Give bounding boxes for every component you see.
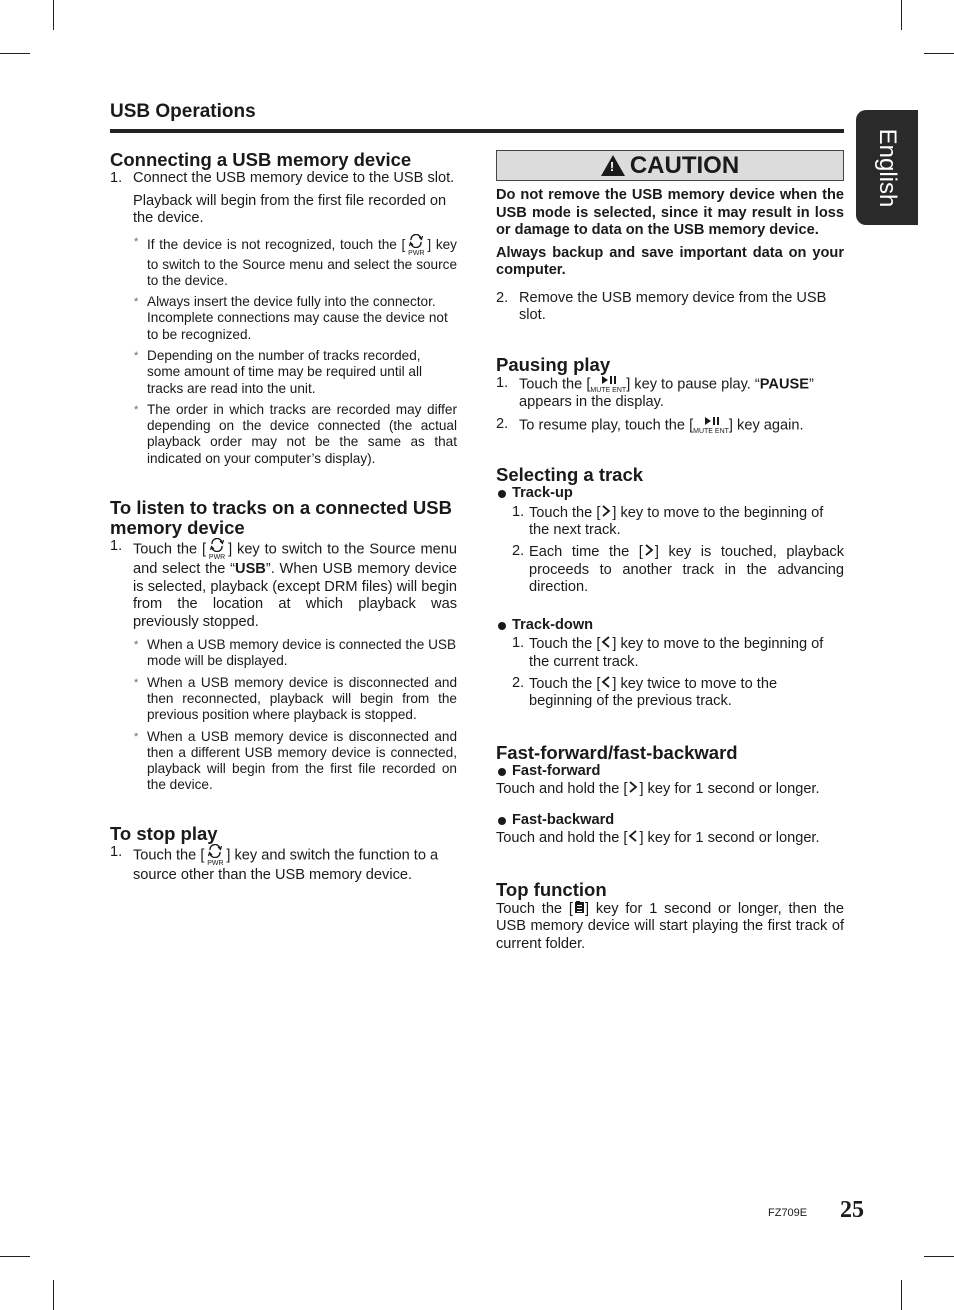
bullet-icon	[498, 817, 506, 825]
bullet-icon	[498, 768, 506, 776]
right-column	[496, 150, 844, 953]
step-text-b: ] key and switch the function to a source other than the USB memory device.	[133, 847, 439, 883]
caution-text-2: Always backup and save important data on your computer.	[496, 244, 844, 278]
step-number: 1.	[110, 170, 123, 186]
text-a: Touch and hold the [	[496, 830, 628, 847]
listen-note-1	[110, 637, 457, 670]
source-pwr-key-icon	[204, 844, 226, 867]
play-pause-key-icon	[590, 375, 626, 394]
track-up-step-1	[496, 504, 844, 540]
next-key-icon	[643, 543, 655, 561]
left-column	[110, 148, 457, 884]
bullet-text: Fast-backward	[512, 811, 615, 828]
top-function-text	[496, 900, 844, 953]
mute-ent-label: MUTE ENT	[590, 386, 627, 394]
stop-step-1	[110, 844, 457, 885]
bullet-icon	[498, 490, 506, 498]
step-text-a: To resume play, touch the [	[519, 417, 694, 434]
bullet-text: Track-down	[512, 616, 594, 633]
bullet-icon	[498, 622, 506, 630]
asterisk-icon: *	[134, 639, 139, 652]
step-text: Connect the USB memory device to the USB slot.	[133, 170, 455, 186]
step-number: 2.	[512, 675, 525, 692]
listen-note-3	[110, 729, 457, 794]
fast-backward-label	[496, 812, 844, 830]
listen-heading: To listen to tracks on a connected USB memory device	[110, 497, 452, 539]
step-text-a: Touch the [	[519, 375, 591, 392]
step-text-a: Touch the [	[529, 504, 601, 521]
listen-step-1	[110, 538, 457, 631]
note-text: When a USB memory device is connected the USB mode will be displayed.	[147, 637, 457, 669]
pwr-label: PWR	[207, 859, 224, 867]
fast-forward-text	[496, 780, 844, 798]
page-number: 25	[840, 1197, 864, 1223]
step-text-a: Touch the [	[529, 675, 601, 692]
step-number: 1.	[512, 635, 525, 652]
step-text-a: Touch the [	[133, 847, 205, 864]
step-text-b: ] key to move to the beginning of the current track.	[529, 636, 824, 670]
asterisk-icon: *	[134, 403, 139, 416]
pausing-step-1	[496, 375, 844, 412]
ff-heading: Fast-forward/fast-backward	[496, 741, 738, 763]
model-number: FZ709E	[768, 1207, 808, 1219]
crop-mark	[901, 1280, 902, 1310]
folder-list-key-icon	[573, 900, 585, 918]
pwr-label: PWR	[208, 554, 226, 562]
connecting-step-1-continued: Playback will begin from the first file recorded on the device.	[133, 192, 447, 226]
step-number: 2.	[496, 289, 509, 306]
page-header	[110, 101, 844, 123]
note-text-a: If the device is not recognized, touch the [	[147, 236, 406, 252]
step-text-a: Touch the [	[133, 541, 207, 558]
mute-ent-label: MUTE ENT	[693, 428, 729, 435]
step-text-b: ] key to move to the beginning of the next track.	[529, 504, 824, 538]
connecting-heading: Connecting a USB memory device	[110, 149, 412, 170]
track-down-step-1	[496, 635, 844, 671]
listen-note-2	[110, 675, 457, 724]
caution-step-2	[496, 290, 844, 325]
section-title: USB Operations	[110, 101, 256, 122]
crop-mark	[924, 1256, 954, 1257]
step-text-c: ” appears in the display.	[519, 375, 814, 410]
source-pwr-key-icon	[206, 538, 228, 561]
note-text: When a USB memory device is disconnected and then a different USB memory device is connected, playback will begin from the first file recorded on the device.	[147, 728, 457, 793]
crop-mark	[924, 53, 954, 54]
step-text-b: ] key twice to move to the beginning of the previous track.	[529, 675, 778, 710]
asterisk-icon: *	[134, 235, 139, 248]
text-a: Touch and hold the [	[496, 781, 628, 798]
stop-heading: To stop play	[110, 822, 218, 844]
pwr-label: PWR	[408, 249, 425, 257]
language-label: English	[874, 128, 901, 207]
step-number: 1.	[110, 843, 123, 860]
connecting-note-1	[110, 234, 457, 290]
step-text-b: ] key to switch to the Source menu and select the “	[133, 541, 457, 578]
selecting-heading: Selecting a track	[496, 464, 644, 485]
asterisk-icon: *	[134, 296, 139, 309]
connecting-step-1	[110, 170, 457, 188]
step-number: 2.	[496, 416, 509, 432]
header-rule	[110, 129, 844, 133]
usb-source-name: USB	[235, 561, 266, 578]
language-tab	[856, 110, 918, 225]
prev-key-icon	[600, 675, 612, 693]
step-text-a: Each time the [	[529, 544, 643, 561]
step-number: 1.	[496, 374, 509, 391]
connecting-note-3	[110, 348, 457, 397]
note-text: Depending on the number of tracks recorded, some amount of time may be required until all tracks are read into the unit.	[147, 347, 423, 396]
pausing-step-2	[496, 416, 844, 435]
next-key-icon	[600, 504, 612, 522]
asterisk-icon: *	[134, 730, 139, 743]
crop-mark	[53, 0, 54, 30]
note-text: Always insert the device fully into the connector. Incomplete connections may cause the device not to be recognized.	[147, 294, 448, 342]
source-pwr-key-icon	[405, 234, 427, 257]
step-text: Remove the USB memory device from the USB slot.	[519, 289, 827, 323]
top-function-heading: Top function	[496, 878, 607, 900]
caution-label: CAUTION	[629, 152, 740, 179]
connecting-note-2	[110, 294, 457, 343]
track-up-step-2	[496, 543, 844, 596]
step-text-b: ] key again.	[728, 417, 804, 434]
crop-mark	[53, 1280, 54, 1310]
fast-forward-label	[496, 763, 844, 781]
caution-text-1: Do not remove the USB memory device when the USB mode is selected, since it may result in loss or damage to data on the USB memory device.	[496, 187, 844, 238]
connecting-note-4	[110, 402, 457, 467]
pause-indicator-text: PAUSE	[759, 375, 809, 392]
step-number: 1.	[110, 538, 123, 555]
step-text-a: Touch the [	[529, 636, 601, 653]
note-text: When a USB memory device is disconnected and then reconnected, playback will begin from the previous position where playback is stopped.	[147, 674, 457, 723]
bullet-text: Fast-forward	[512, 762, 601, 779]
crop-mark	[0, 1256, 30, 1257]
text-b: ] key for 1 second or longer.	[639, 781, 820, 798]
crop-mark	[0, 53, 30, 54]
asterisk-icon: *	[134, 349, 139, 362]
warning-icon: !	[601, 155, 625, 176]
asterisk-icon: *	[134, 676, 139, 689]
step-text-b: ] key is touched, playback proceeds to another track in the advancing direction.	[529, 544, 844, 596]
bullet-text: Track-up	[512, 485, 573, 501]
track-up-label	[496, 485, 844, 503]
step-text-c: ”. When USB memory device is selected, playback (except DRM files) will begin from the location at which playback was previously stopped.	[133, 561, 457, 630]
text-b: ] key for 1 second or longer.	[639, 830, 820, 847]
play-pause-key-icon	[693, 416, 729, 435]
prev-key-icon	[627, 829, 639, 847]
text-a: Touch the [	[496, 900, 573, 917]
step-text-b: ] key to pause play. “	[626, 375, 760, 392]
pausing-heading: Pausing play	[496, 353, 611, 375]
caution-banner	[496, 150, 844, 181]
fast-backward-text	[496, 829, 844, 847]
track-down-step-2	[496, 675, 844, 711]
step-number: 1.	[512, 503, 525, 520]
note-text: The order in which tracks are recorded may differ depending on the device connected (the actual playback order may not be the same as that indicated on your computer’s display).	[147, 401, 457, 466]
step-number: 2.	[512, 543, 525, 560]
next-key-icon	[627, 780, 639, 798]
note-text-b: ] key to switch to the Source menu and select the source to the device.	[147, 236, 457, 288]
text-b: ] key for 1 second or longer, then the USB memory device will start playing the first track of current folder.	[496, 900, 844, 952]
track-down-label	[496, 617, 844, 635]
prev-key-icon	[600, 635, 612, 653]
crop-mark	[901, 0, 902, 30]
